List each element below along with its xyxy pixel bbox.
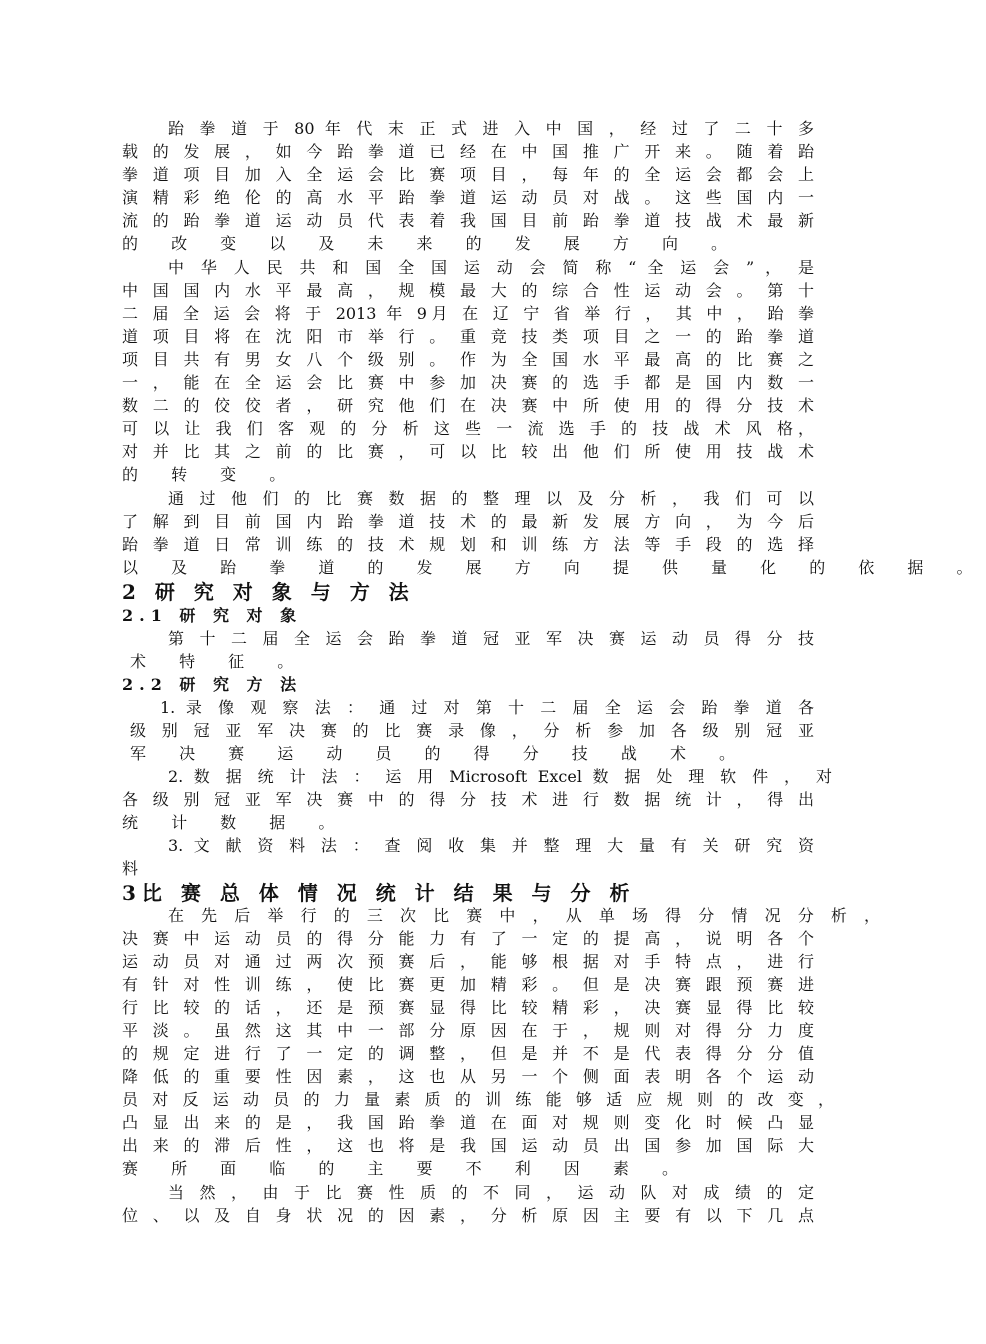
intro-p1-line-3: 拳 道 项 目 加 入 全 运 会 比 赛 项 目 ， 每 年 的 全 运 会 都 会 上 — [122, 165, 814, 184]
method-1-line-2: 级 别 冠 亚 军 决 赛 的 比 赛 录 像 ， 分 析 参 加 各 级 别 冠 亚 — [130, 721, 814, 740]
intro-p3-line-1: 通 过 他 们 的 比 赛 数 据 的 整 理 以 及 分 析 ， 我 们 可 以 — [168, 489, 814, 508]
s3-p1-line-2: 决 赛 中 运 动 员 的 得 分 能 力 有 了 一 定 的 提 高 ， 说 明 各 个 — [122, 929, 814, 948]
intro-p2-line-9: 对 并 比 其 之 前 的 比 赛 ， 可 以 比 较 出 他 们 所 使 用 技 战 术 — [122, 442, 814, 461]
intro-p2-line-2: 中 国 国 内 水 平 最 高 ， 规 模 最 大 的 综 合 性 运 动 会 。 第 十 — [122, 281, 814, 300]
intro-p2-line-4: 道 项 目 将 在 沈 阳 市 举 行 。 重 竞 技 类 项 目 之 一 的 跆 拳 道 — [122, 327, 814, 346]
s3-p2-line-1: 当 然 ， 由 于 比 赛 性 质 的 不 同 ， 运 动 队 对 成 绩 的 定 — [168, 1183, 814, 1202]
section-2-heading: 2 研 究 对 象 与 方 法 — [122, 580, 415, 604]
s3-p1-line-11: 出 来 的 滞 后 性 ， 这 也 将 是 我 国 运 动 员 出 国 参 加 国 际 大 — [122, 1136, 814, 1155]
intro-p2-line-8: 可 以 让 我 们 客 观 的 分 析 这 些 一 流 选 手 的 技 战 术 风 格， — [122, 419, 814, 438]
intro-p1-line-6: 的 改 变 以 及 未 来 的 发 展 方 向 。 — [122, 234, 742, 253]
s3-p1-line-4: 有 针 对 性 训 练 ， 使 比 赛 更 加 精 彩 。 但 是 决 赛 跟 预 赛 进 — [122, 975, 814, 994]
s21-line-1: 第 十 二 届 全 运 会 跆 拳 道 冠 亚 军 决 赛 运 动 员 得 分 技 — [168, 629, 814, 648]
s3-p1-line-3: 运 动 员 对 通 过 两 次 预 赛 后 ， 能 够 根 据 对 手 特 点 ， 进 行 — [122, 952, 814, 971]
intro-p1-line-4: 演 精 彩 绝 伦 的 高 水 平 跆 拳 道 运 动 员 对 战 。 这 些 国 内 一 — [122, 188, 814, 207]
method-2-line-1: 2. 数 据 统 计 法 ： 运 用 Microsoft Excel 数 据 处 理 软 件 ， 对 — [168, 767, 832, 786]
intro-p2-line-6: 一 ， 能 在 全 运 会 比 赛 中 参 加 决 赛 的 选 手 都 是 国 内 数 一 — [122, 373, 814, 392]
intro-p3-line-2: 了 解 到 目 前 国 内 跆 拳 道 技 术 的 最 新 发 展 方 向 ， 为 今 后 — [122, 512, 814, 531]
method-3-line-1: 3. 文 献 资 料 法 ： 查 阅 收 集 并 整 理 大 量 有 关 研 究 资 — [168, 836, 814, 855]
intro-p1-line-2: 载 的 发 展 ， 如 今 跆 拳 道 已 经 在 中 国 推 广 开 来 。 随 着 跆 — [122, 142, 814, 161]
s3-p1-line-7: 的 规 定 进 行 了 一 定 的 调 整 ， 但 是 并 不 是 代 表 得 分 分 值 — [122, 1044, 814, 1063]
method-2-line-2: 各 级 别 冠 亚 军 决 赛 中 的 得 分 技 术 进 行 数 据 统 计 ， 得 出 — [122, 790, 814, 809]
s3-p1-line-5: 行 比 较 的 话 ， 还 是 预 赛 显 得 比 较 精 彩 ， 决 赛 显 得 比 较 — [122, 998, 814, 1017]
s3-p2-line-2: 位 、 以 及 自 身 状 况 的 因 素 ， 分 析 原 因 主 要 有 以 下 几 点 — [122, 1206, 814, 1225]
intro-p2-line-1: 中 华 人 民 共 和 国 全 国 运 动 会 简 称 “ 全 运 会 ” ， 是 — [168, 258, 814, 277]
intro-p2-line-5: 项 目 共 有 男 女 八 个 级 别 。 作 为 全 国 水 平 最 高 的 比 赛 之 — [122, 350, 814, 369]
section-3-heading: 3比 赛 总 体 情 况 统 计 结 果 与 分 析 — [122, 881, 636, 905]
s3-p1-line-9: 员 对 反 运 动 员 的 力 量 素 质 的 训 练 能 够 适 应 规 则 的 改 变 ， — [122, 1090, 834, 1109]
intro-p1-line-1: 跆 拳 道 于 80 年 代 末 正 式 进 入 中 国 ， 经 过 了 二 十 多 — [168, 119, 814, 138]
section-2-2-heading: 2.2 研 究 方 法 — [122, 675, 303, 694]
intro-p2-line-10: 的 转 变 。 — [122, 465, 300, 484]
method-1-line-3: 军 决 赛 运 动 员 的 得 分 技 战 术 。 — [130, 744, 750, 763]
intro-p3-line-3: 跆 拳 道 日 常 训 练 的 技 术 规 划 和 训 练 方 法 等 手 段 的 选 择 — [122, 535, 814, 554]
method-1-line-1: 1. 录 像 观 察 法 ： 通 过 对 第 十 二 届 全 运 会 跆 拳 道 各 — [160, 698, 814, 717]
s3-p1-line-12: 赛 所 面 临 的 主 要 不 利 因 素 。 — [122, 1159, 692, 1178]
s3-p1-line-10: 凸 显 出 来 的 是 ， 我 国 跆 拳 道 在 面 对 规 则 变 化 时 候 凸 显 — [122, 1113, 814, 1132]
s21-line-2: 术 特 征 。 — [130, 652, 308, 671]
s3-p1-line-8: 降 低 的 重 要 性 因 素 ， 这 也 从 另 一 个 侧 面 表 明 各 个 运 动 — [122, 1067, 814, 1086]
intro-p2-line-7: 数 二 的 佼 佼 者 ， 研 究 他 们 在 决 赛 中 所 使 用 的 得 分 技 术 — [122, 396, 814, 415]
intro-p2-line-3: 二 届 全 运 会 将 于 2013 年 9月 在 辽 宁 省 举 行 ， 其 中 ， 跆 拳 — [122, 304, 814, 323]
method-3-line-2: 料 — [122, 859, 153, 878]
intro-p3-line-4: 以 及 跆 拳 道 的 发 展 方 向 提 供 量 化 的 依 据 。 — [122, 558, 986, 577]
s3-p1-line-1: 在 先 后 举 行 的 三 次 比 赛 中 ， 从 单 场 得 分 情 况 分 析 ， — [168, 906, 880, 925]
intro-p1-line-5: 流 的 跆 拳 道 运 动 员 代 表 着 我 国 目 前 跆 拳 道 技 战 术 最 新 — [122, 211, 814, 230]
s3-p1-line-6: 平 淡 。 虽 然 这 其 中 一 部 分 原 因 在 于 ， 规 则 对 得 分 力 度 — [122, 1021, 814, 1040]
method-2-line-3: 统 计 数 据 。 — [122, 813, 349, 832]
section-2-1-heading: 2.1 研 究 对 象 — [122, 606, 303, 625]
